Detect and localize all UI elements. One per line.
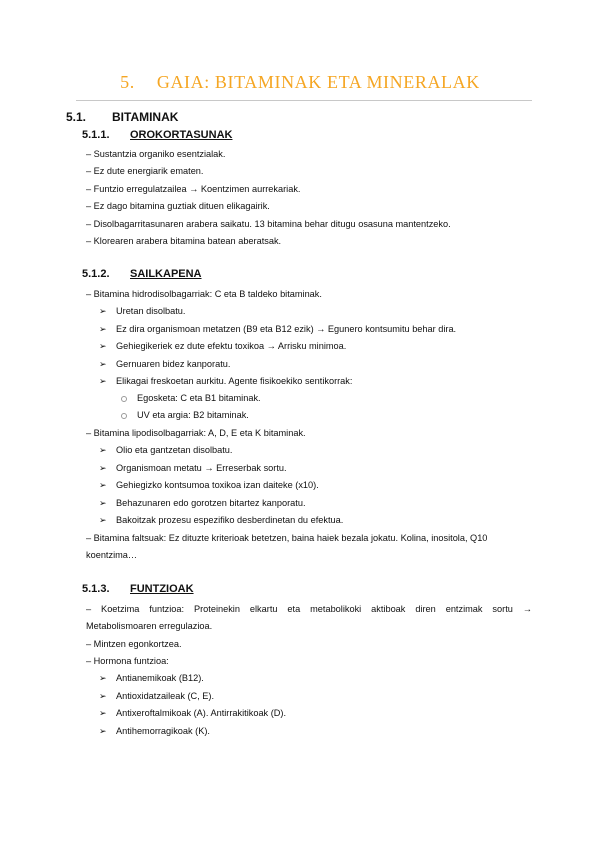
subsection-title: OROKORTASUNAK	[130, 129, 233, 141]
arrow-bullet-icon: ➢	[99, 726, 107, 736]
list-item: Antioxidatzaileak (C, E).	[116, 691, 215, 701]
section-heading	[66, 110, 178, 124]
sub-list-item: Egosketa: C eta B1 bitaminak.	[137, 393, 261, 403]
list-item: Gehiegikeriek ez dute efektu toxikoa → Arrisku minimoa.	[116, 341, 347, 351]
arrow-bullet-icon: ➢	[99, 445, 107, 455]
list-item: – Sustantzia organiko esentzialak.	[86, 149, 226, 159]
arrow-bullet-icon: ➢	[99, 673, 107, 683]
arrow-bullet-icon: ➢	[99, 324, 107, 334]
list-item: Elikagai freskoetan aurkitu. Agente fisikoekiko sentikorrak:	[116, 376, 353, 386]
subsection-heading-funtzioak	[82, 583, 194, 595]
arrow-bullet-icon: ➢	[99, 359, 107, 369]
list-item: Ez dira organismoan metatzen (B9 eta B12 ezik) → Egunero kontsumitu behar dira.	[116, 324, 457, 334]
arrow-bullet-icon: ➢	[99, 515, 107, 525]
list-item: – Funtzio erregulatzailea → Koentzimen aurrekariak.	[86, 184, 301, 194]
list-item: Behazunaren edo gorotzen bitartez kanporatu.	[116, 498, 306, 508]
title-divider	[76, 100, 532, 101]
arrow-bullet-icon: ➢	[99, 341, 107, 351]
subsection-title: SAILKAPENA	[130, 268, 202, 280]
subsection-heading-sailkapena	[82, 268, 202, 280]
list-item: Gehiegizko kontsumoa toxikoa izan daiteke (x10).	[116, 480, 319, 490]
list-item: – Mintzen egonkortzea.	[86, 639, 182, 649]
list-item: – Klorearen arabera bitamina batean aberatsak.	[86, 236, 282, 246]
arrow-bullet-icon: ➢	[99, 691, 107, 701]
list-item: Antixeroftalmikoak (A). Antirrakitikoak (D).	[116, 708, 287, 718]
arrow-bullet-icon: ➢	[99, 480, 107, 490]
subsection-heading-orokortasunak	[82, 129, 232, 141]
list-item: – Disolbagarritasunaren arabera saikatu. 13 bitamina behar ditugu osasuna mantentzeko.	[86, 219, 451, 229]
subsection-number: 5.1.3.	[82, 583, 110, 595]
section-number: 5.1.	[66, 110, 87, 124]
sub-list-item: UV eta argia: B2 bitaminak.	[137, 410, 249, 420]
arrow-bullet-icon: ➢	[99, 463, 107, 473]
list-item: Gernuaren bidez kanporatu.	[116, 359, 231, 369]
arrow-bullet-icon: ➢	[99, 708, 107, 718]
chapter-title	[0, 72, 600, 93]
list-item: Antihemorragikoak (K).	[116, 726, 210, 736]
list-item: Antianemikoak (B12).	[116, 673, 204, 683]
subsection-number: 5.1.2.	[82, 268, 110, 280]
list-item: Olio eta gantzetan disolbatu.	[116, 445, 233, 455]
list-item: Bakoitzak prozesu espezifiko desberdinetan du efektua.	[116, 515, 344, 525]
chapter-number: 5.	[120, 72, 135, 92]
arrow-bullet-icon: ➢	[99, 376, 107, 386]
false-vitamins-line-2: koentzima…	[86, 550, 138, 560]
arrow-bullet-icon: ➢	[99, 306, 107, 316]
coenzyme-line-2: Metabolismoaren erregulazioa.	[86, 621, 213, 631]
false-vitamins-line-1: – Bitamina faltsuak: Ez dituzte kriterioak betetzen, baina haiek bezala jokatu. Kolina, inositola, Q10	[86, 533, 488, 543]
list-item: Organismoan metatu → Erreserbak sortu.	[116, 463, 287, 473]
coenzyme-line-1: – Koetzima funtzioa: Proteinekin elkartu eta metabolikoki aktiboak diren entzimak sortu →	[86, 604, 532, 614]
section-title: BITAMINAK	[112, 110, 179, 124]
group-label-hydro: – Bitamina hidrodisolbagarriak: C eta B taldeko bitaminak.	[86, 289, 322, 299]
list-item: – Ez dago bitamina guztiak dituen elikagairik.	[86, 201, 270, 211]
circle-bullet-icon	[121, 413, 127, 419]
list-item: – Hormona funtzioa:	[86, 656, 169, 666]
subsection-title: FUNTZIOAK	[130, 583, 194, 595]
chapter-title-text: GAIA: BITAMINAK ETA MINERALAK	[156, 72, 480, 92]
list-item: Uretan disolbatu.	[116, 306, 186, 316]
arrow-bullet-icon: ➢	[99, 498, 107, 508]
circle-bullet-icon	[121, 396, 127, 402]
group-label-lipo: – Bitamina lipodisolbagarriak: A, D, E eta K bitaminak.	[86, 428, 306, 438]
subsection-number: 5.1.1.	[82, 129, 110, 141]
list-item: – Ez dute energiarik ematen.	[86, 166, 204, 176]
